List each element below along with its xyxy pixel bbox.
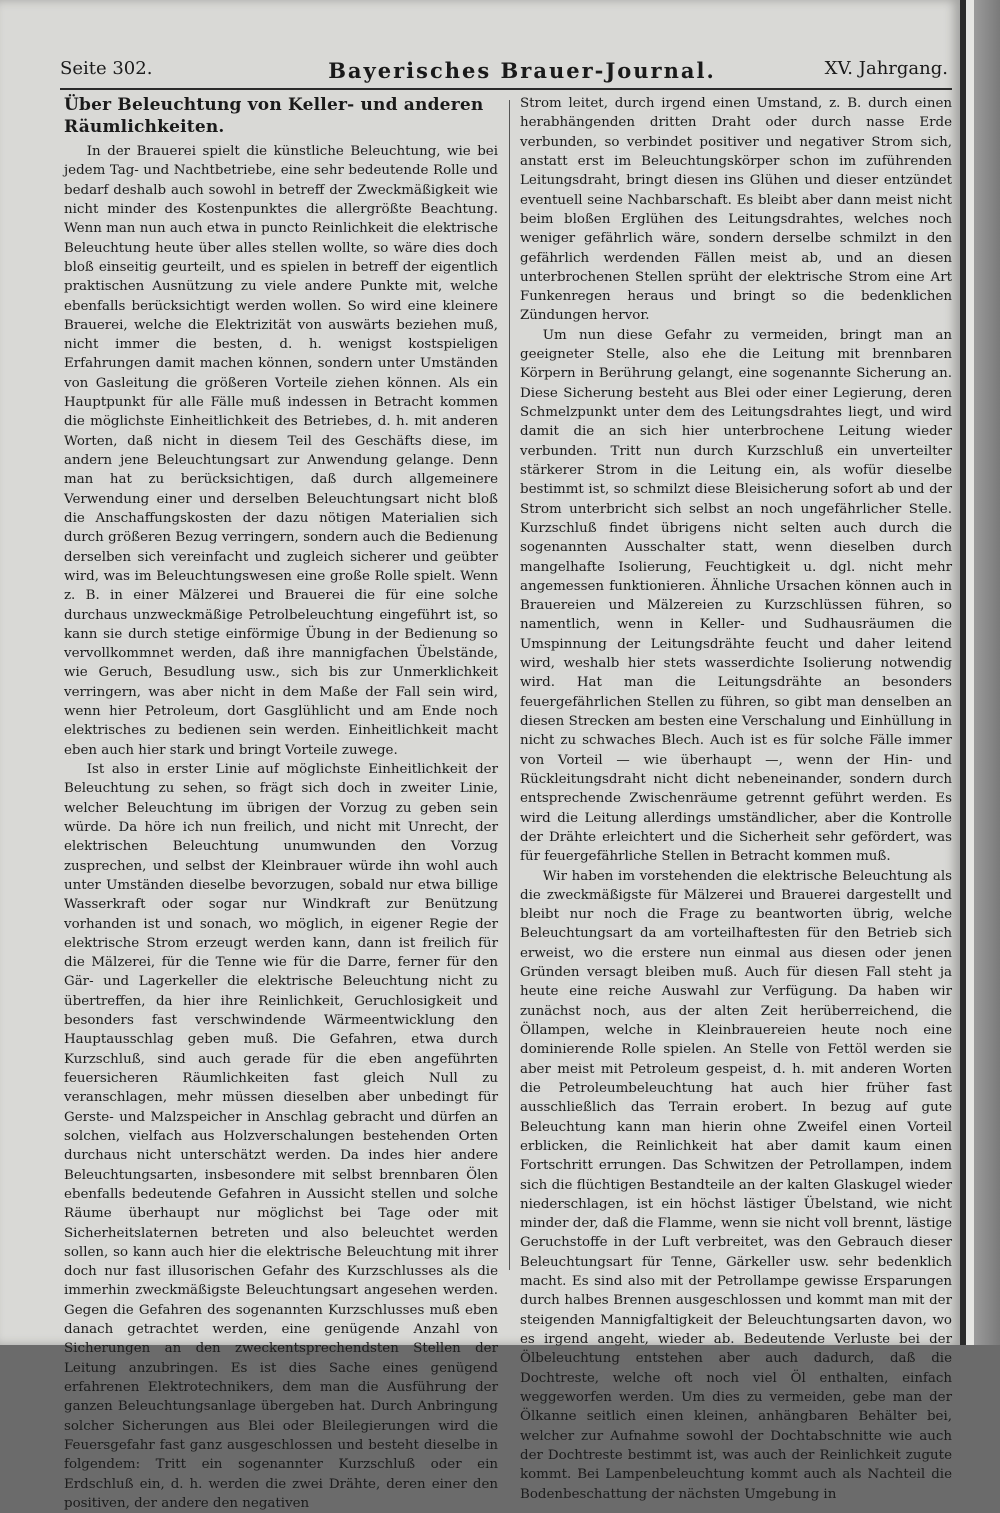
running-header: [60, 58, 952, 92]
page-edge: [960, 0, 1000, 1345]
paragraph: Strom leitet, durch irgend einen Umstand, z. B. durch einen herabhängenden dritten Draht oder durch nasse Erde verbunden, so verbindet positiver und negativer Strom sich, anstatt erst im Beleuchtungskörper schon im zuführenden Leitungsdraht, bringt diesen ins Glühen und dieser entzündet eventuell seine Nachbarschaft. Es bleibt aber dann meist nicht beim bloßen Erglühen des Leitungsdrahtes, welches noch weniger gefährlich wäre, sondern derselbe schmilzt in den gefährlich werdenden Fällen meist ab, und an diesen unterbrochenen Stellen sprüht der elektrische Strom eine Art Funkenregen heraus und bringt so die bedenklichen Zündungen hervor.: [520, 96, 952, 324]
page-number: Seite 302.: [60, 58, 153, 79]
journal-title: Bayerisches Brauer-Journal.: [328, 58, 716, 83]
header-rule: [60, 88, 952, 90]
paragraph: In der Brauerei spielt die künstliche Beleuchtung, wie bei jedem Tag- und Nachtbetriebe, eine sehr bedeutende Rolle und bedarf deshalb auch sowohl in betreff der Zweckmäßigkeit wie nicht minder des Kostenpunktes die allergrößte Beachtung. Wenn man nun auch etwa in puncto Reinlichkeit die elektrische Beleuchtung heute über alles stellen wollte, so wäre dies doch bloß einseitig geurteilt, und es spielen in betreff der eigentlich praktischen Ausnützung zu viele andere Punkte mit, welche ebenfalls berücksichtigt werden wollen. So wird eine kleinere Brauerei, welche die Elektrizität von auswärts beziehen muß, nicht immer die besten, d. h. wenigst kostspieligen Erfahrungen damit machen können, sondern unter Umständen von Gasleitung die größeren Vorteile ziehen können. Als ein Hauptpunkt für alle Fälle muß indessen in Betracht kommen die möglichste Einheitlichkeit des Betriebes, d. h. mit anderen Worten, daß nicht in diesem Teil des Geschäfts diese, im andern jene Beleuchtungsart zur Anwendung gelange. Denn man hat zu berücksichtigen, daß durch allgemeinere Verwendung einer und derselben Beleuchtungsart nicht bloß die Anschaffungskosten der dazu nötigen Materialien sich durch größeren Bezug verringern, sondern auch die Bedienung derselben sich vereinfacht und zugleich sicherer und geübter wird, was im Beleuchtungswesen eine große Rolle spielt. Wenn z. B. in einer Mälzerei und Brauerei die für eine solche durchaus unzweckmäßige Petrolbeleuchtung eingeführt ist, so kann sie durch stetige einförmige Übung in der Bedienung so vervollkommnet werden, daß ihre mannigfachen Übelstände, wie Geruch, Besudlung usw., sich bis zur Unmerklichkeit verringern, was aber nicht in dem Maße der Fall sein wird, wenn hier Petroleum, dort Gasglühlicht und am Ende noch elektrisches zu bedienen sein werden. Einheitlichkeit macht eben auch hier stark und bringt Vorteile zuwege.: [64, 144, 498, 758]
column-divider: [509, 100, 510, 1270]
left-column: [64, 94, 498, 1513]
paragraph: Ist also in erster Linie auf möglichste Einheitlichkeit der Beleuchtung zu sehen, so frägt sich doch in zweiter Linie, welcher Beleuchtung im übrigen der Vorzug zu geben sein würde. Da höre ich nun freilich, und nicht mit Unrecht, der elektrischen Beleuchtung unumwunden den Vorzug zusprechen, und selbst der Kleinbrauer würde ihn wohl auch unter Umständen dieselbe bevorzugen, sobald nur etwa billige Wasserkraft oder sogar nur Windkraft zur Benützung vorhanden ist und sonach, wo möglich, in eigener Regie der elektrische Strom erzeugt werden kann, dann ist freilich für die Mälzerei, für die Tenne wie für die Darre, ferner für den Gär- und Lagerkeller die elektrische Beleuchtung nicht zu übertreffen, da hier ihre Reinlichkeit, Geruchlosigkeit und besonders fast verschwindende Wärmeentwicklung den Hauptausschlag geben muß. Die Gefahren, etwa durch Kurzschluß, sind auch gerade für die eben angeführten feuersicheren Räumlichkeiten fast gleich Null zu veranschlagen, mehr müssen dieselben aber unbedingt für Gerste- und Malzspeicher in Anschlag gebracht und dürfen an solchen, vielfach aus Holzverschalungen bestehenden Orten durchaus nicht unterschätzt werden. Da indes hier andere Beleuchtungsarten, insbesondere mit selbst brennbaren Ölen ebenfalls bedeutende Gefahren in Aussicht stellen und solche Räume überhaupt nur möglichst bei Tage oder mit Sicherheitslaternen betreten und also beleuchtet werden sollen, so kann auch hier die elektrische Beleuchtung mit ihrer doch nur fast illusorischen Gefahr des Kurzschlusses als die immerhin zweckmäßigste Beleuchtungsart angesehen werden. Gegen die Gefahren des sogenannten Kurzschlusses muß eben danach getrachtet werden, eine genügende Anzahl von Sicherungen an den zweckentsprechendsten Stellen der Leitung anzubringen. Es ist dies Sache eines genügend erfahrenen Elektrotechnikers, dem man die Ausführung der ganzen Beleuchtungsanlage übergeben hat. Durch Anbringung solcher Sicherungen aus Blei oder Bleilegierungen wird die Feuersgefahr fast ganz ausgeschlossen und besteht dieselbe in folgendem: Tritt ein sogenannter Kurzschluß oder ein Erdschluß ein, d. h. werden die zwei Drähte, deren einer den positiven, der andere den negativen: [64, 762, 498, 1511]
paragraph: Um nun diese Gefahr zu vermeiden, bringt man an geeigneter Stelle, also ehe die Leitung mit brennbaren Körpern in Berührung gelangt, eine sogenannte Sicherung an. Diese Sicherung besteht aus Blei oder einer Legierung, deren Schmelzpunkt unter dem des Leitungsdrahtes liegt, und wird damit die an sich hier unterbrochene Leitung wieder verbunden. Tritt nun durch Kurzschluß ein unverteilter stärkerer Strom in die Leitung ein, als wofür dieselbe bestimmt ist, so schmilzt diese Bleisicherung sofort ab und der Strom unterbricht sich selbst an noch ungefährlicher Stelle. Kurzschluß findet übrigens nicht selten auch durch die sogenannten Ausschalter statt, wenn dieselben durch mangelhafte Isolierung, Feuchtigkeit u. dgl. nicht mehr angemessen funktionieren. Ähnliche Ursachen können auch in Brauereien und Mälzereien zu Kurzschlüssen führen, so namentlich, wenn in Keller- und Sudhausräumen die Umspinnung der Leitungsdrähte feucht und daher leitend wird, weshalb hier stets wasserdichte Isolierung notwendig wird. Hat man die Leitungsdrähte an besonders feuergefährlichen Stellen zu führen, so gibt man denselben an diesen Strecken am besten eine Verschalung und Einhüllung in nicht zu schwaches Blech. Auch ist es für solche Fälle immer von Vorteil — wie überhaupt —, wenn der Hin- und Rückleitungsdraht nicht dicht nebeneinander, sondern durch entsprechende Zwischenräume getrennt geführt werden. Es wird die Leitung allerdings umständlicher, aber die Kontrolle der Drähte erleichtert und die Sicherheit sehr gefördert, was für feuergefährliche Stellen in Betracht kommen muß.: [520, 327, 952, 865]
right-column: [520, 94, 952, 1504]
volume-label: XV. Jahrgang.: [824, 58, 948, 79]
paragraph: Wir haben im vorstehenden die elektrische Beleuchtung als die zweckmäßigste für Mälzerei und Brauerei dargestellt und bleibt nur noch die Frage zu beantworten übrig, welche Beleuchtungsart da am vorteilhaftesten für den Betrieb sich erweist, wo die erstere nun einmal aus diesen oder jenen Gründen versagt bleiben muß. Auch für diesen Fall steht ja heute eine reiche Auswahl zur Verfügung. Da haben wir zunächst noch, aus der alten Zeit herüberreichend, die Öllampen, welche in Kleinbrauereien heute noch eine dominierende Rolle spielen. An Stelle von Fettöl werden sie aber meist mit Petroleum gespeist, d. h. mit anderen Worten die Petroleumbeleuchtung hat auch hier früher fast ausschließlich das Terrain erobert. In bezug auf gute Beleuchtung kann man hierin ohne Zweifel einen Vorteil erblicken, die Reinlichkeit hat aber damit kaum einen Fortschritt errungen. Das Schwitzen der Petrollampen, indem sich die flüchtigen Bestandteile an der kalten Glaskugel wieder niederschlagen, ist ein höchst lästiger Übelstand, wie nicht minder der, daß die Flamme, wenn sie nicht voll brennt, lästige Geruchstoffe in der Luft verbreitet, was den Gebrauch dieser Beleuchtungsart für Tenne, Gärkeller usw. sehr bedenklich macht. Es sind also mit der Petrollampe gewisse Ersparungen durch halbes Brennen ausgeschlossen und kommt man mit der steigenden Mannigfaltigkeit der Beleuchtungsarten davon, wo es irgend angeht, wieder ab. Bedeutende Verluste bei der Ölbeleuchtung entstehen aber auch dadurch, daß die Dochtreste, welche oft noch viel Öl enthalten, einfach weggeworfen werden. Um dies zu vermeiden, gebe man der Ölkanne seitlich einen kleinen, anhängbaren Behälter bei, welcher zur Aufnahme sowohl der Dochtabschnitte wie auch der Dochtreste bestimmt ist, was auch der Reinlichkeit zugute kommt. Bei Lampenbeleuchtung kommt auch als Nachteil die Bodenbeschattung der nächsten Umgebung in: [520, 868, 952, 1502]
article-title: Über Beleuchtung von Keller- und anderen Räumlichkeiten.: [64, 95, 484, 137]
